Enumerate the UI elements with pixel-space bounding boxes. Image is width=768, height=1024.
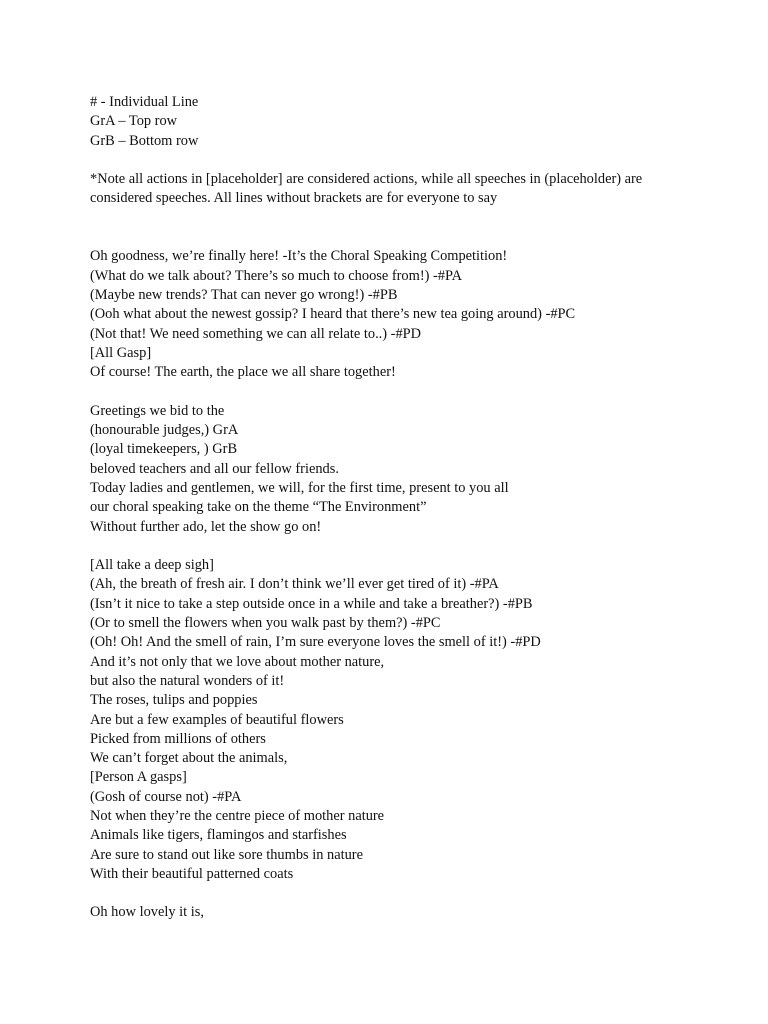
script-line: (loyal timekeepers, ) GrB (90, 441, 238, 458)
script-line: (Ah, the breath of fresh air. I don’t think we’ll ever get tired of it) -#PA (90, 576, 499, 593)
script-line: [Person A gasps] (90, 769, 187, 786)
script-line: Greetings we bid to the (90, 402, 225, 419)
blank-line (90, 151, 730, 170)
script-line: Animals like tigers, flamingos and starfishes (90, 827, 347, 844)
script-line: With their beautiful patterned coats (90, 865, 294, 882)
blank-line-double (90, 209, 730, 248)
legend-individual-line: # - Individual Line (90, 94, 199, 110)
script-line: [All Gasp] (90, 344, 152, 361)
script-line: Not when they’re the centre piece of mother nature (90, 807, 385, 824)
script-line: Oh goodness, we’re finally here! -It’s the Choral Speaking Competition! (90, 248, 508, 265)
script-line: (Oh! Oh! And the smell of rain, I’m sure everyone loves the smell of it!) -#PD (90, 634, 541, 651)
script-line: [All take a deep sigh] (90, 557, 214, 574)
script-line: Are sure to stand out like sore thumbs in nature (90, 846, 363, 863)
script-line: (Gosh of course not) -#PA (90, 788, 242, 805)
script-line: (Isn’t it nice to take a step outside once in a while and take a breather?) -#PB (90, 595, 533, 612)
legend-group-a: GrA – Top row (90, 113, 178, 130)
blank-line (90, 382, 730, 401)
script-line: Of course! The earth, the place we all share together! (90, 364, 396, 381)
script-line: (Or to smell the flowers when you walk past by them?) -#PC (90, 615, 441, 632)
script-line: beloved teachers and all our fellow friends. (90, 460, 339, 477)
script-line: Today ladies and gentlemen, we will, for the first time, present to you all (90, 479, 509, 496)
script-line: Without further ado, let the show go on! (90, 518, 322, 535)
script-line: And it’s not only that we love about mother nature, (90, 653, 385, 670)
script-line: (Ooh what about the newest gossip? I heard that there’s new tea going around) -#PC (90, 306, 576, 323)
legend-group-b: GrB – Bottom row (90, 132, 199, 149)
blank-line (90, 537, 730, 556)
script-line: We can’t forget about the animals, (90, 750, 288, 767)
note-line-2: considered speeches. All lines without brackets are for everyone to say (90, 190, 498, 207)
script-line: (What do we talk about? There’s so much to choose from!) -#PA (90, 267, 463, 284)
script-line: Are but a few examples of beautiful flowers (90, 711, 344, 728)
script-line: The roses, tulips and poppies (90, 692, 258, 709)
note-line-1: *Note all actions in [placeholder] are considered actions, while all speeches in (placeholder) are (90, 171, 643, 188)
script-line: but also the natural wonders of it! (90, 672, 285, 689)
blank-line (90, 884, 730, 903)
script-line: (Maybe new trends? That can never go wrong!) -#PB (90, 286, 398, 303)
script-text (90, 93, 730, 923)
script-line: our choral speaking take on the theme “The Environment” (90, 499, 427, 516)
script-line: (Not that! We need something we can all relate to..) -#PD (90, 325, 422, 342)
script-line: Picked from millions of others (90, 730, 266, 747)
script-line: (honourable judges,) GrA (90, 422, 239, 439)
script-line: Oh how lovely it is, (90, 904, 204, 921)
